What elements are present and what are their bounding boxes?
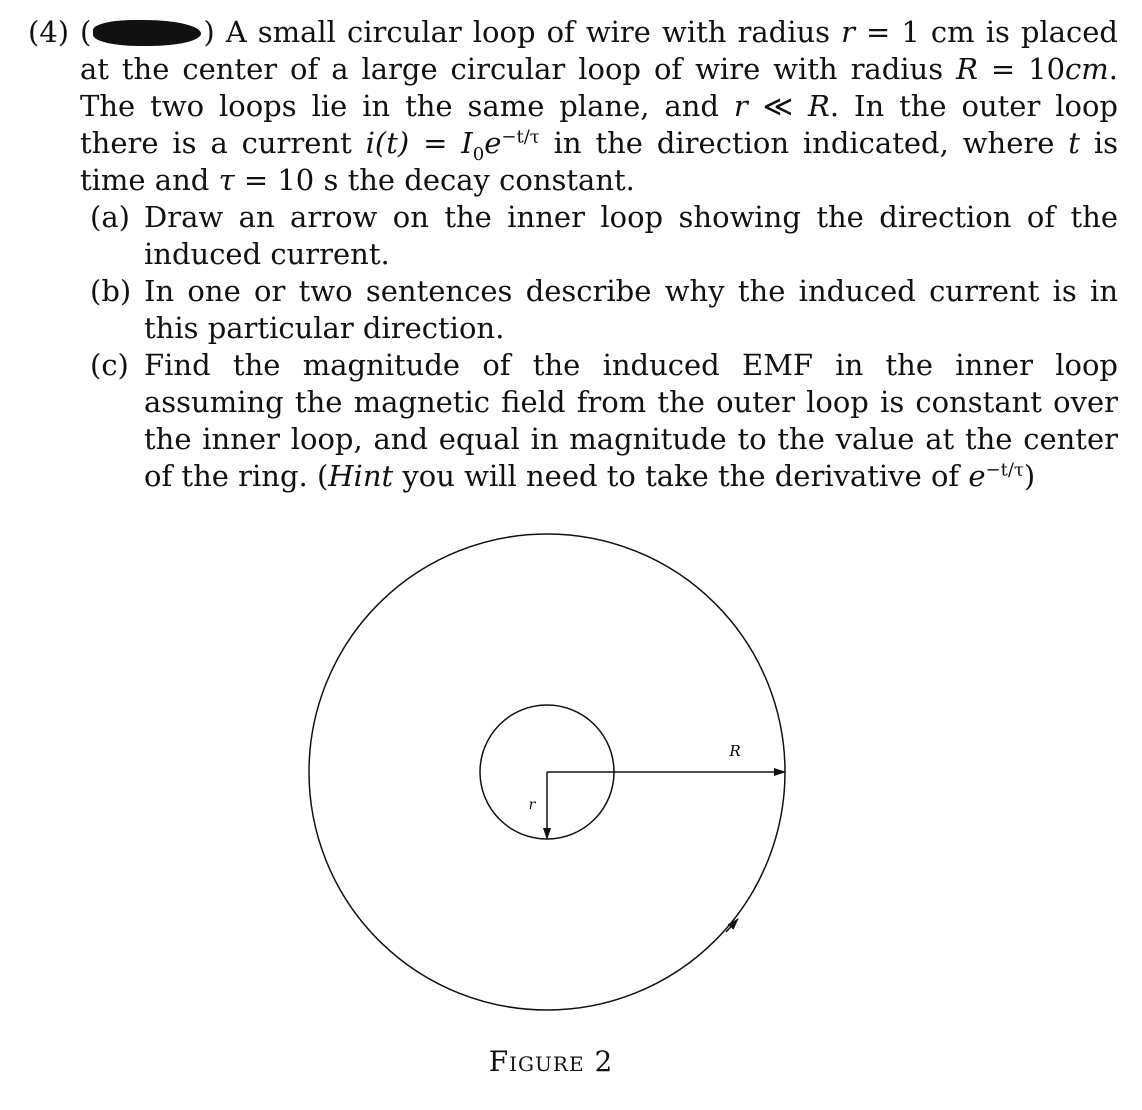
label-R: R — [729, 742, 741, 760]
part-text: Draw an arrow on the inner loop showing the direction of the induced current. — [144, 200, 1118, 271]
part-text: Find the magnitude of the induced EMF in the inner loop assuming the magnetic field from the outer loop is constant over the inner loop, and equal in magnitude to the value at the center of the ring. (Hint you will need to take the derivative of $e^{-t/\tau}$) — [144, 348, 1118, 493]
part-label: (c) — [90, 348, 129, 382]
problem-parts — [28, 199, 1118, 495]
part-c — [28, 347, 1118, 495]
problem-number: (4) — [28, 15, 70, 49]
part-label: (b) — [90, 274, 132, 308]
problem-intro: (4) ( ) A small circular loop of wire with radius r = 1 cm is placed at the center of a large circular loop of wire with radius R = 10cm. The two loops lie in the same plane, and r ≪ R. In the outer loop there is a current $i(t) = I_0e^{-t/\tau}$ in the direction indicated, where t is time and τ = 10 s the decay constant. — [28, 15, 1119, 197]
problem-4 — [28, 14, 1118, 495]
redaction-mark — [93, 20, 201, 46]
label-r: r — [528, 797, 536, 813]
figure-2-diagram — [300, 530, 800, 1030]
part-b — [28, 273, 1118, 347]
figure-caption: Figure 2 — [488, 1045, 614, 1078]
part-text: In one or two sentences describe why the induced current is in this particular direction. — [144, 274, 1118, 345]
hint-word: Hint — [328, 459, 394, 493]
part-label: (a) — [90, 200, 130, 234]
part-a — [28, 199, 1118, 273]
